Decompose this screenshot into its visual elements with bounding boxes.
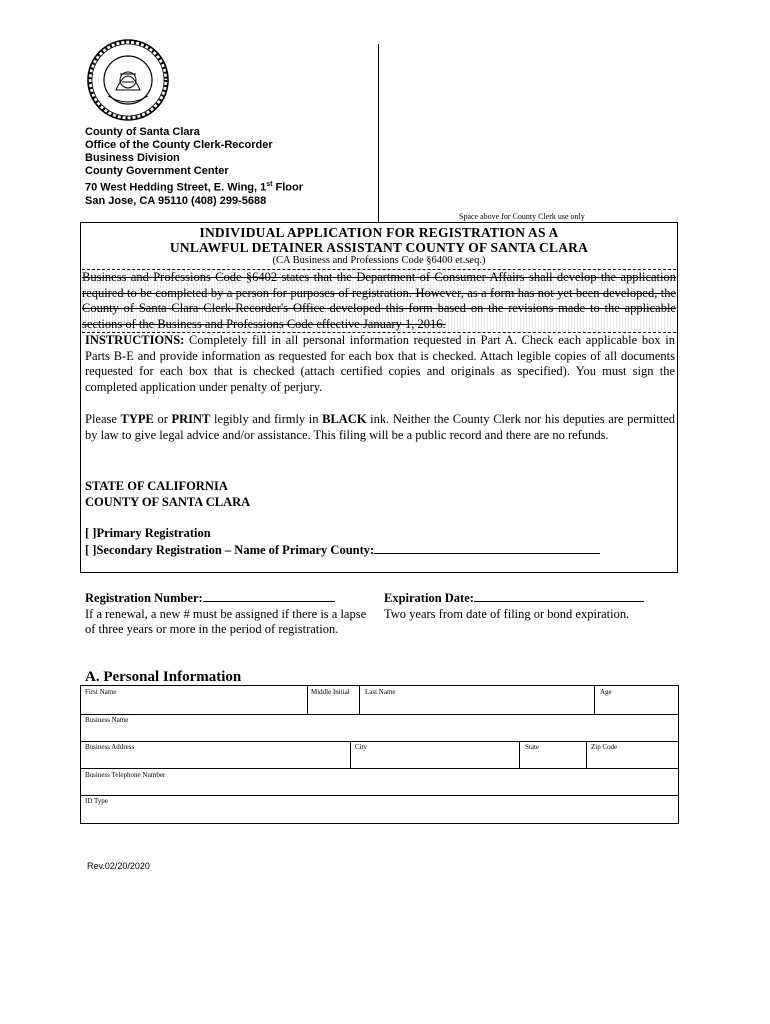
row-divider	[80, 741, 679, 742]
county-line: COUNTY OF SANTA CLARA	[85, 494, 251, 509]
clerk-use-note: Space above for County Clerk use only	[459, 212, 585, 221]
form-title: INDIVIDUAL APPLICATION FOR REGISTRATION AS A	[199, 225, 559, 240]
expiration-date-note: Two years from date of filing or bond expiration.	[384, 606, 630, 621]
address-line: County Government Center	[85, 165, 229, 177]
col-divider	[307, 685, 308, 714]
form-subtitle: (CA Business and Professions Code §6400 et.seq.)	[272, 255, 486, 266]
registration-number-note: If a renewal, a new # must be assigned if there is a lapse of three years or more in the period of registration.	[85, 606, 367, 636]
business-address-field[interactable]: Business Address	[85, 743, 135, 751]
type-print-paragraph: Please TYPE or PRINT legibly and firmly in BLACK ink. Neither the County Clerk nor his deputies are permitted by law to give legal advice and/or assistance. This filing will be a public record and there are no refunds.	[85, 412, 676, 442]
row-divider	[80, 714, 679, 715]
registration-number-field[interactable]: Registration Number:	[85, 590, 370, 607]
section-a-title: A. Personal Information	[85, 669, 242, 685]
col-divider	[359, 685, 360, 714]
office-address	[85, 126, 303, 208]
personal-info-table	[80, 685, 679, 824]
code-notice: Business and Professions Code §6402 states that the Department of Consumer Affairs shall develop the application required to be completed by a person for purposes of registration. However, as a form has not yet been developed, the County of Santa Clara Clerk-Recorder's Office developed this form based on the revisions made to the applicable sections of the Business and Professions Code effective January 1, 2016.	[82, 269, 676, 333]
address-line: County of Santa Clara	[85, 126, 200, 138]
registration-number-line[interactable]	[203, 590, 335, 602]
last-name-field[interactable]: Last Name	[365, 688, 396, 696]
county-seal-icon	[86, 38, 170, 122]
address-line: San Jose, CA 95110 (408) 299-5688	[85, 194, 267, 207]
registration-number-block	[85, 590, 370, 638]
first-name-field[interactable]: First Name	[85, 688, 117, 696]
middle-initial-field[interactable]: Middle Initial	[311, 688, 350, 696]
col-divider	[519, 741, 520, 768]
revision-date: Rev.02/20/2020	[87, 861, 150, 871]
col-divider	[594, 685, 595, 714]
business-phone-field[interactable]: Business Telephone Number	[85, 771, 166, 779]
address-line: Office of the County Clerk-Recorder	[85, 139, 273, 151]
col-divider	[586, 741, 587, 768]
business-name-field[interactable]: Business Name	[85, 716, 129, 724]
expiration-date-field[interactable]: Expiration Date:	[384, 590, 674, 607]
secondary-registration-checkbox[interactable]: [ ]Secondary Registration – Name of Primary County:	[85, 542, 675, 559]
row-divider	[80, 768, 679, 769]
form-title: UNLAWFUL DETAINER ASSISTANT COUNTY OF SANTA CLARA	[169, 240, 589, 255]
address-line: Business Division	[85, 152, 180, 164]
clerk-use-divider	[378, 44, 379, 222]
primary-county-field[interactable]	[374, 542, 600, 554]
state-line: STATE OF CALIFORNIA	[85, 479, 228, 493]
expiration-date-block	[384, 590, 674, 622]
zip-code-field[interactable]: Zip Code	[591, 743, 618, 751]
instructions-paragraph: INSTRUCTIONS: Completely fill in all personal information requested in Part A. Check each applicable box in Parts B-E and provide information as requested for each box that is checked. Attach legible copies of all documents requested for each box that is checked (attach certified copies and originals as specified). You must sign the completed application under penalty of perjury.	[85, 333, 675, 394]
registration-type	[85, 526, 675, 558]
state-field[interactable]: State	[525, 743, 539, 751]
age-field[interactable]: Age	[600, 688, 612, 696]
expiration-date-line[interactable]	[474, 590, 644, 602]
primary-registration-checkbox[interactable]: [ ]Primary Registration	[85, 526, 211, 540]
row-divider	[80, 795, 679, 796]
address-line: 70 West Hedding Street, E. Wing, 1st Floor	[85, 181, 304, 194]
id-type-field[interactable]: ID Type	[85, 797, 108, 805]
state-county-heading	[85, 479, 675, 510]
col-divider	[350, 741, 351, 768]
city-field[interactable]: City	[355, 743, 368, 751]
